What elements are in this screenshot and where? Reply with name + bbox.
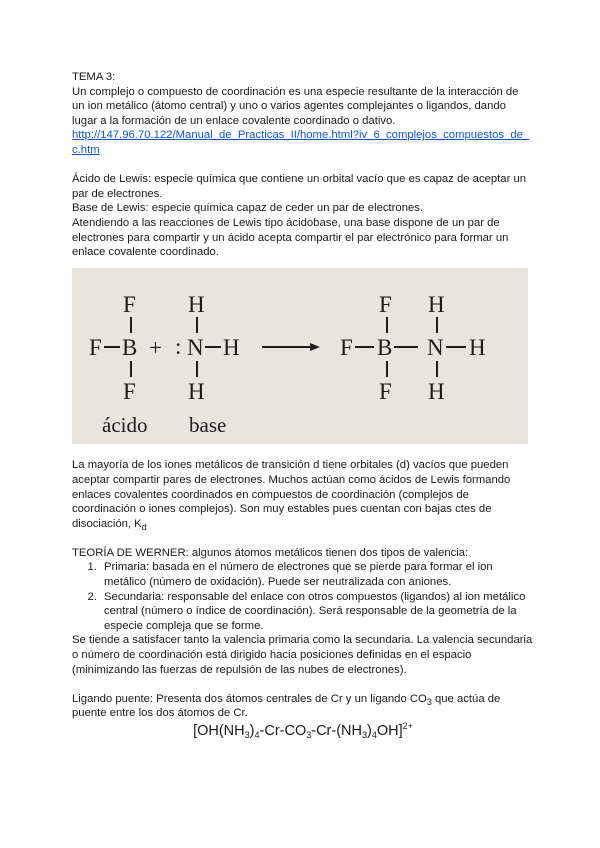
boron-atom: B (122, 334, 138, 360)
h-top-right: H (428, 291, 445, 317)
formula-sub-2: 4 (254, 730, 260, 740)
formula-part-2: ) (249, 723, 255, 739)
werner-item-primary: 1. Primaria: basada en el número de electrones que se pierde para formar el ion metálico (número de oxidación). Puede ser neutralizada con aniones. (100, 560, 534, 589)
acid-label: ácido (102, 412, 148, 437)
nitrogen-atom: N (187, 334, 204, 360)
f-bottom-left: F (123, 378, 136, 404)
werner-conclusion: Se tiende a satisfacer tanto la valencia primaria como la secundaria. La valencia secundaria o número de coordinación está dirigido hacia posiciones definidas en el espacio (minimizando las fuerzas de repulsión de las nubes de electrones). (72, 634, 533, 676)
section-title: TEMA 3: (72, 71, 116, 83)
bridge-ligand-paragraph (72, 692, 534, 721)
transition-metals-paragraph (72, 458, 534, 531)
acid-base-reaction-text: Atendiendo a las reacciones de Lewis tipo ácidobase, una base dispone de un par de electrones para compartir y un ácido acepta compartir el par electrónico para formar un enlace covalente coordinado. (72, 216, 509, 259)
kd-subscript: d (141, 521, 147, 532)
lewis-reaction-figure (72, 268, 528, 444)
h-right-adduct: H (469, 334, 486, 360)
formula-sub-3: 3 (306, 730, 312, 740)
reference-link-line (72, 128, 534, 157)
nitrogen-atom-adduct: N (427, 334, 444, 360)
f-left-adduct: F (340, 334, 353, 360)
reaction-arrow-head (310, 343, 320, 351)
plus-sign: + (149, 334, 162, 360)
werner-intro: TEORÍA DE WERNER: algunos átomos metálicos tienen dos tipos de valencia: (72, 546, 469, 559)
h-right-left: H (223, 334, 240, 360)
formula-part-6: OH] (376, 723, 403, 739)
formula-sub-5: 4 (371, 730, 377, 740)
h-bottom-right: H (428, 378, 445, 404)
f-top-left: F (123, 291, 136, 317)
formula-part-5: ) (367, 723, 372, 739)
h-bottom-left: H (188, 378, 205, 404)
intro-paragraph: Un complejo o compuesto de coordinación es una especie resultante de la interacción de un ion metálico (átomo central) y uno o varios agentes complejantes o ligandos, dando lugar a la formación de un enlace covalente coordinado o dativo. (72, 85, 519, 127)
werner-list (72, 560, 534, 633)
reaction-diagram (72, 268, 528, 444)
f-left: F (89, 334, 102, 360)
f-top-right: F (379, 291, 392, 317)
f-bottom-right: F (379, 378, 392, 404)
formula-sub-4: 3 (361, 730, 367, 740)
base-label: base (189, 412, 227, 437)
bridge-text-post: que actúa de puente entre los dos átomos de Cr. (72, 692, 501, 720)
formula-part-1: [OH(NH (193, 723, 245, 739)
formula-sub-1: 3 (244, 730, 250, 740)
formula-part-3: -Cr-CO (259, 723, 307, 739)
formula-part-4: -Cr-(NH (311, 723, 362, 739)
h-top-left: H (188, 291, 205, 317)
bridge-text-pre: Ligando puente: Presenta dos átomos centrales de Cr y un ligando CO (72, 692, 427, 705)
lone-pair: : (175, 333, 182, 359)
werner-item-secondary: 2. Secundaria: responsable del enlace con otros compuestos (ligandos) al ion metálico central (número o índice de coordinación). Será responsable de la geometría de la especie compleja que se forme. (100, 590, 534, 634)
lewis-base-definition: Base de Lewis: especie química capaz de ceder un par de electrones. (72, 202, 424, 215)
document-page (72, 70, 534, 740)
formula-charge: 2+ (402, 721, 413, 731)
reference-link[interactable]: http://147.96.70.122/Manual_de_Practicas_II/home.html?iv_6_complejos_compuestos_de_c.htm (72, 129, 530, 156)
lewis-acid-definition: Ácido de Lewis: especie química que contiene un orbital vacío que es capaz de aceptar un par de electrones. (72, 173, 527, 200)
boron-atom-adduct: B (377, 334, 393, 360)
bridge-complex-formula (72, 722, 534, 740)
bridge-co3-subscript: 3 (426, 696, 432, 707)
transition-metals-text: La mayoría de los iones metálicos de transición d tiene orbitales (d) vacíos que pueden aceptar compartir pares de electrones. Muchos actúan como ácidos de Lewis formando enlaces covalentes coordinados en compuestos de coordinación (complejos de coordinación o iones complejos). Son muy estables pues cuentan con bajas ctes de disociación, K (72, 459, 511, 530)
